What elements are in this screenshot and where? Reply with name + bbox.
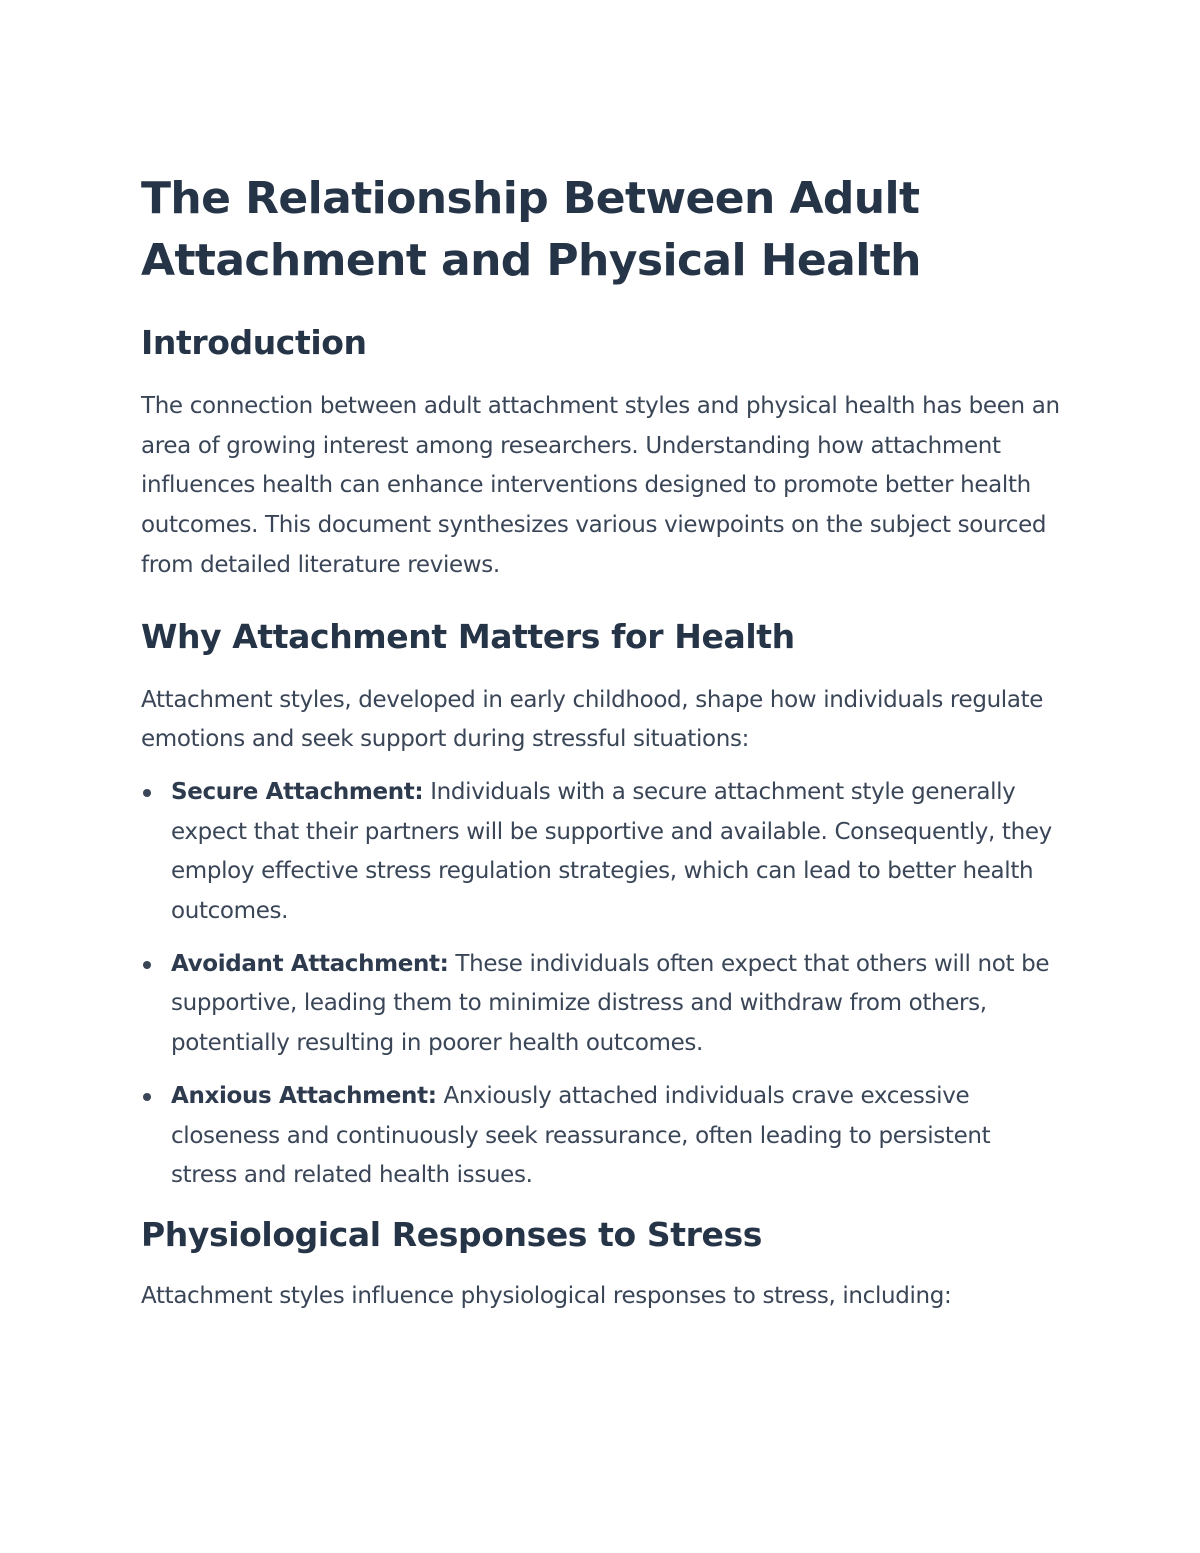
list-item-text: Individuals with a secure attachment style generally expect that their partners will be supportive and available. Consequently, they employ effective stress regulation strategies, which can lead to better health outcomes. (171, 778, 1052, 925)
bullet-icon (143, 1093, 151, 1101)
list-item-term: Secure Attachment: (171, 778, 424, 805)
list-item-text: These individuals often expect that others will not be supportive, leading them to minimize distress and withdraw from others, potentially resulting in poorer health outcomes. (171, 950, 1050, 1057)
section-heading-why-attachment: Why Attachment Matters for Health (141, 616, 795, 656)
introduction-paragraph: The connection between adult attachment styles and physical health has been an area of growing interest among researchers. Understanding how attachment influences health can enhance interventions designed to promote better health outcomes. This document synthesizes various viewpoints on the subject sourced from detailed literature reviews. (141, 393, 1060, 578)
list-item-term: Anxious Attachment: (171, 1082, 437, 1109)
section-heading-physiological-responses: Physiological Responses to Stress (141, 1214, 762, 1254)
bullet-icon (143, 789, 151, 797)
list-item-secure-attachment (141, 773, 1061, 932)
document-page (141, 168, 1061, 1317)
bullet-icon (143, 961, 151, 969)
list-item-term: Avoidant Attachment: (171, 950, 449, 977)
document-title: The Relationship Between Adult Attachment and Physical Health (141, 173, 921, 286)
why-attachment-paragraph: Attachment styles, developed in early childhood, shape how individuals regulate emotions and seek support during stressful situations: (141, 686, 1044, 753)
section-heading-introduction: Introduction (141, 323, 367, 362)
attachment-styles-list (141, 773, 1061, 1196)
list-item-anxious-attachment (141, 1077, 1061, 1196)
list-item-avoidant-attachment (141, 945, 1061, 1064)
list-item-text: Anxiously attached individuals crave excessive closeness and continuously seek reassurance, often leading to persistent stress and related health issues. (171, 1082, 991, 1189)
physiological-paragraph: Attachment styles influence physiological responses to stress, including: (141, 1282, 952, 1309)
